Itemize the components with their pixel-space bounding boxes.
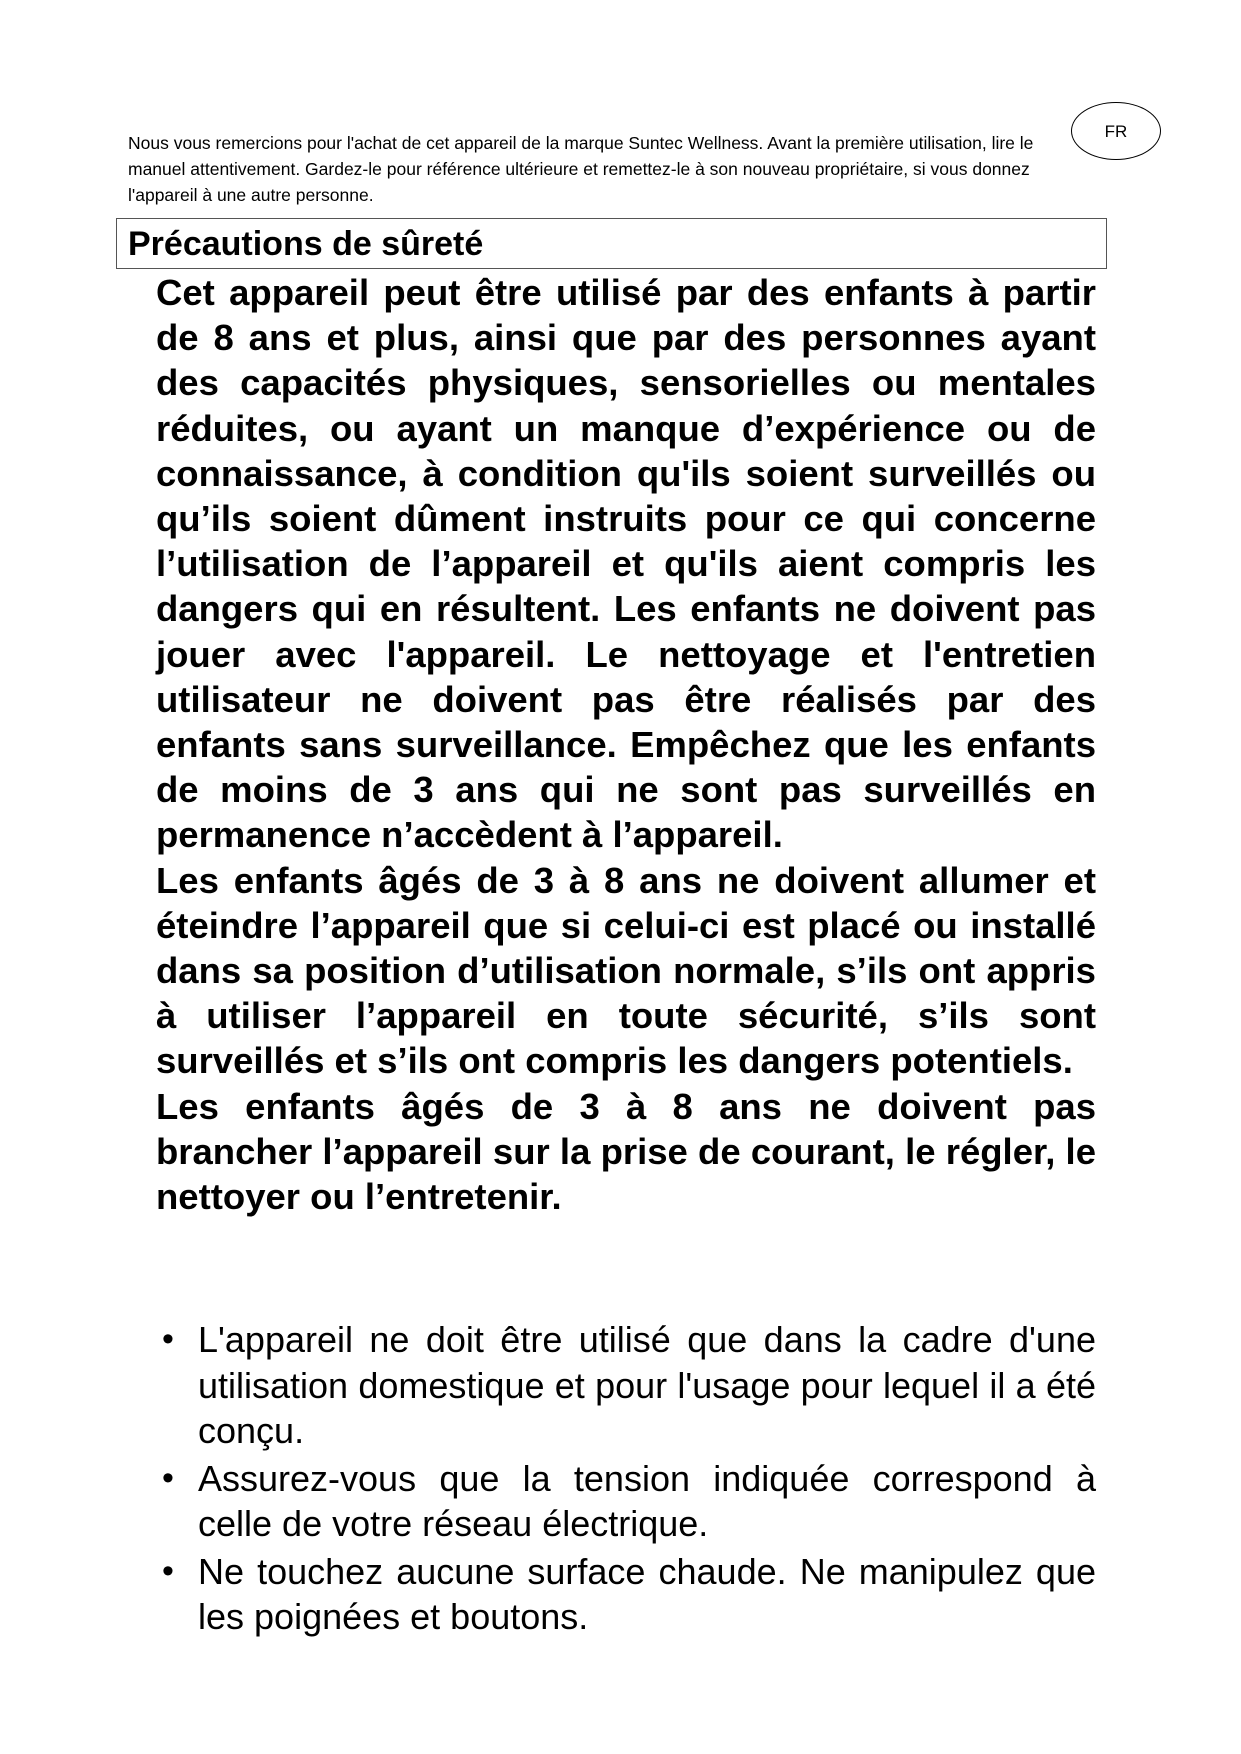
list-item-text: L'appareil ne doit être utilisé que dans la cadre d'une utilisation domestique et pour l'usage pour lequel il a été conçu. (198, 1319, 1096, 1451)
list-item (156, 1317, 1096, 1454)
bullet-icon: • (162, 1458, 174, 1497)
list-item-text: Assurez-vous que la tension indiquée correspond à celle de votre réseau électrique. (198, 1457, 1096, 1544)
list-item (156, 1456, 1096, 1547)
language-badge (1071, 102, 1161, 160)
warning-paragraph: Les enfants âgés de 3 à 8 ans ne doivent allumer et éteindre l’appareil que si celui-ci est placé ou installé dans sa position d’utilisation normale, s’ils ont appris à utiliser l’appareil en toute sécurité, s’ils sont surveillés et s’ils ont compris les dangers potentiels. (156, 859, 1096, 1082)
warning-block (156, 270, 1096, 1219)
bullet-icon: • (162, 1320, 174, 1358)
section-title-box (116, 218, 1107, 269)
list-item (156, 1549, 1096, 1640)
warning-paragraph: Cet appareil peut être utilisé par des enfants à partir de 8 ans et plus, ainsi que par des personnes ayant des capacités physiques, sensorielles ou mentales réduites, ou ayant un manque d’expérience ou de connaissance, à condition qu'ils soient surveillés ou qu’ils soient dûment instruits pour ce qui concerne l’utilisation de l’appareil et qu'ils aient compris les dangers qui en résultent. Les enfants ne doivent pas jouer avec l'appareil. Le nettoyage et l'entretien utilisateur ne doivent pas être réalisés par des enfants sans surveillance. Empêchez que les enfants de moins de 3 ans qui ne sont pas surveillés en permanence n’accèdent à l’appareil. (156, 272, 1096, 856)
warning-paragraph: Les enfants âgés de 3 à 8 ans ne doivent pas brancher l’appareil sur la prise de courant, le régler, le nettoyer ou l’entretenir. (156, 1085, 1096, 1218)
intro-text: Nous vous remercions pour l'achat de cet appareil de la marque Suntec Wellness. Avant la première utilisation, lire le manuel attentivement. Gardez-le pour référence ultérieure et remettez-le à son nouveau propriétaire, si vous donnez l'appareil à une autre personne. (128, 133, 1034, 205)
bullet-icon: • (162, 1551, 174, 1590)
list-item-text: Ne touchez aucune surface chaude. Ne manipulez que les poignées et boutons. (198, 1550, 1096, 1637)
section-title: Précautions de sûreté (128, 225, 484, 263)
language-badge-label: FR (1104, 122, 1128, 141)
safety-bullet-list (156, 1317, 1096, 1642)
